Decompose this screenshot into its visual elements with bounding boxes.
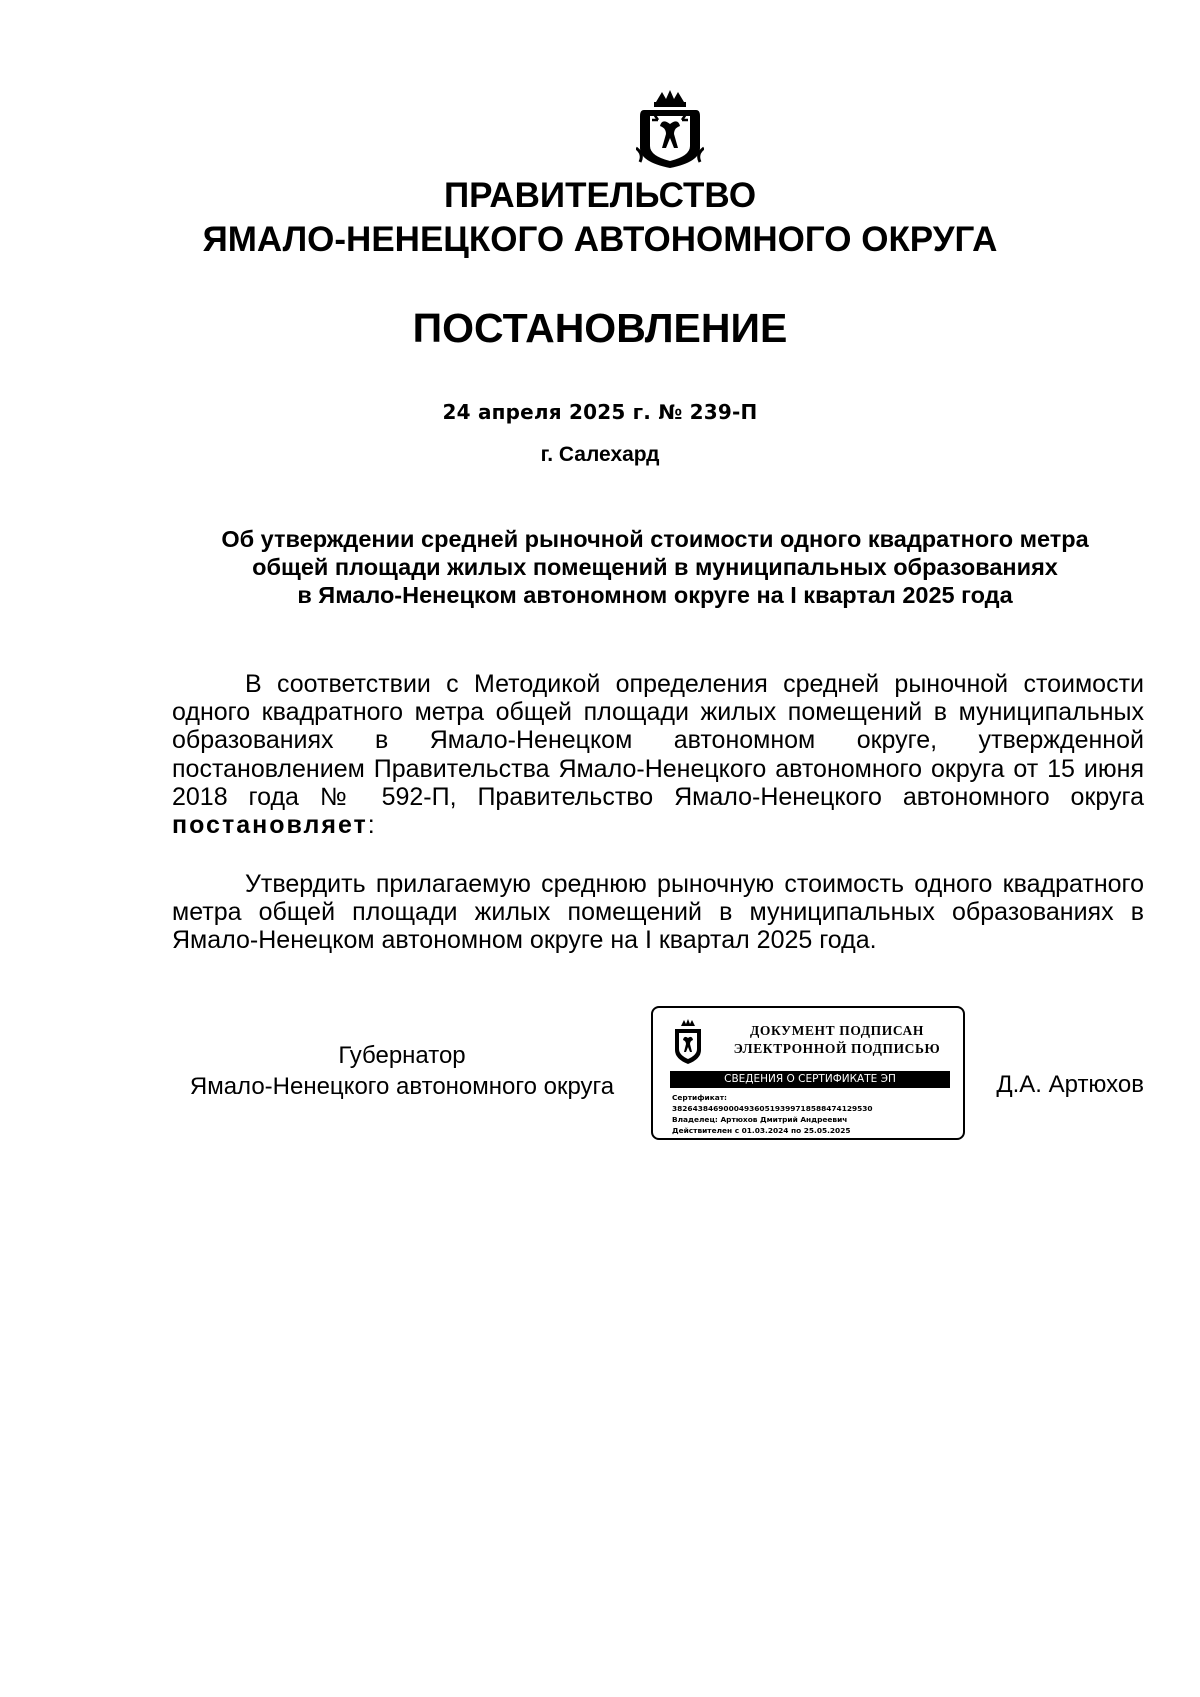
stamp-emblem-icon (669, 1018, 707, 1066)
paragraph-text: В соответствии с Методикой определения средней рыночной стоимости одного квадратного метра общей площади жилых помещений в муниципальных образованиях в Ямало-Ненецком автономном округе, утвержденной постановлением Правительства Ямало-Ненецкого автономного округа от 15 июня 2018 года № 592-П, Правительство Ямало-Ненецкого автономного округа (172, 670, 1144, 811)
certificate-validity: Действителен с 01.03.2024 по 25.05.2025 (672, 1126, 851, 1135)
certificate-number: 382643846900049360519399718588474129530 (672, 1104, 873, 1113)
stamp-heading (719, 1022, 955, 1058)
signatory-name: Д.А. Артюхов (996, 1071, 1144, 1098)
position-line1: Губернатор (338, 1042, 466, 1069)
title-line: Об утверждении средней рыночной стоимости одного квадратного метра (221, 526, 1089, 552)
org-name-line1: ПРАВИТЕЛЬСТВО (443, 176, 757, 215)
title-line: в Ямало-Ненецком автономном округе на I квартал 2025 года (297, 582, 1013, 608)
body-paragraph-1 (172, 670, 1144, 839)
signatory-position (168, 1040, 636, 1102)
paragraph-end: : (367, 811, 375, 840)
stamp-heading-line2: ЭЛЕКТРОННОЙ ПОДПИСЬЮ (733, 1041, 941, 1056)
document-title (168, 525, 1142, 609)
city: г. Салехард (540, 443, 660, 466)
title-line: общей площади жилых помещений в муниципальных образованиях (252, 554, 1058, 580)
certificate-owner: Владелец: Артюхов Дмитрий Андреевич (672, 1115, 848, 1124)
date-and-number: 24 апреля 2025 г. № 239-П (442, 400, 758, 424)
resolution-keyword: постановляет (172, 811, 368, 840)
coat-of-arms-emblem (636, 88, 704, 170)
position-line2: Ямало-Ненецкого автономного округа (189, 1073, 615, 1100)
electronic-signature-stamp (651, 1006, 965, 1140)
document-type: ПОСТАНОВЛЕНИЕ (412, 305, 788, 351)
stamp-heading-line1: ДОКУМЕНТ ПОДПИСАН (750, 1023, 924, 1038)
certificate-label: Сертификат: (672, 1093, 727, 1102)
org-name-line2: ЯМАЛО-НЕНЕЦКОГО АВТОНОМНОГО ОКРУГА (202, 220, 998, 259)
body-paragraph-2: Утвердить прилагаемую среднюю рыночную стоимость одного квадратного метра общей площади жилых помещений в муниципальных образованиях в Ямало-Ненецком автономном округе на I квартал 2025 года. (172, 870, 1144, 955)
certificate-info-bar: СВЕДЕНИЯ О СЕРТИФИКАТЕ ЭП (670, 1071, 950, 1088)
